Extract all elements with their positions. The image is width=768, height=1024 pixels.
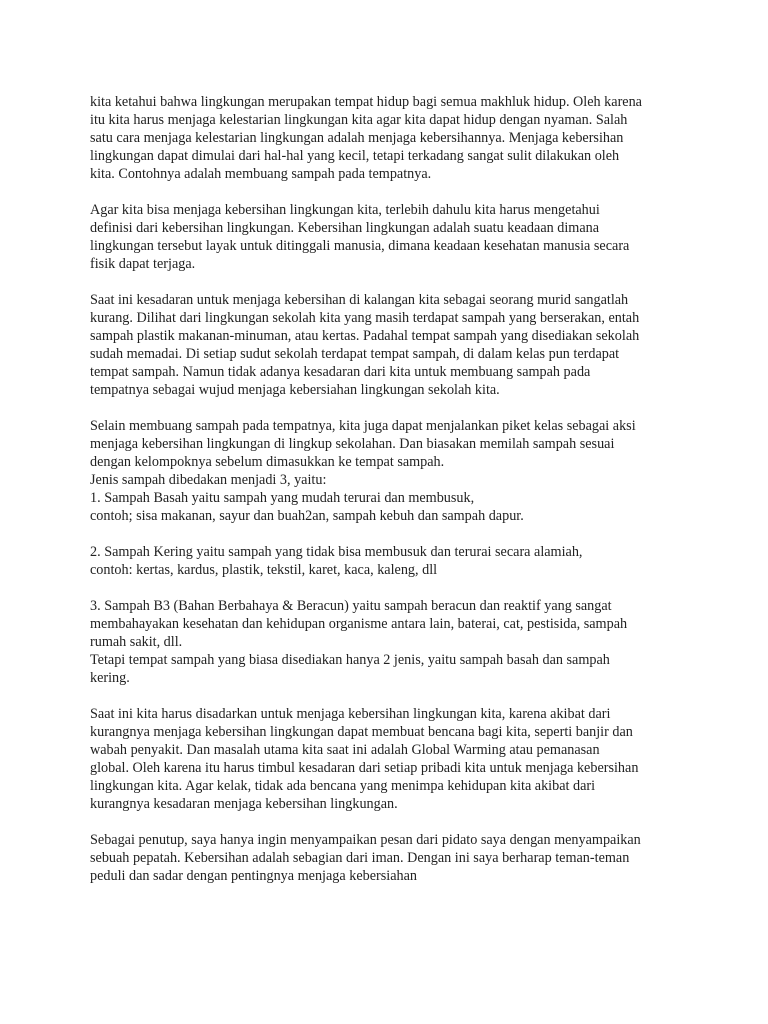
- list-item: 2. Sampah Kering yaitu sampah yang tidak bisa membusuk dan terurai secara alamiah,: [90, 544, 583, 560]
- paragraph-intro: [90, 93, 710, 183]
- text-line: peduli dan sadar dengan pentingnya menjaga kebersiahan: [90, 868, 417, 884]
- text-line: dengan kelompoknya sebelum dimasukkan ke tempat sampah.: [90, 454, 445, 470]
- text-line: Tetapi tempat sampah yang biasa disediakan hanya 2 jenis, yaitu sampah basah dan sampah: [90, 652, 610, 668]
- text-line: wabah penyakit. Dan masalah utama kita saat ini adalah Global Warming atau pemanasan: [90, 742, 600, 758]
- text-line: rumah sakit, dll.: [90, 634, 183, 650]
- text-line: lingkungan dapat dimulai dari hal-hal yang kecil, tetapi terkadang sangat sulit dilakukan oleh: [90, 148, 620, 164]
- text-line: kurangnya kesadaran menjaga kebersihan lingkungan.: [90, 796, 398, 812]
- text-line: kurangnya menjaga kebersihan lingkungan dapat membuat bencana bagi kita, seperti banjir dan: [90, 724, 633, 740]
- text-line: kita. Contohnya adalah membuang sampah pada tempatnya.: [90, 166, 432, 182]
- text-line: sampah plastik makanan-minuman, atau kertas. Padahal tempat sampah yang disediakan sekolah: [90, 328, 640, 344]
- text-line: sebuah pepatah. Kebersihan adalah sebagian dari iman. Dengan ini saya berharap teman-teman: [90, 850, 630, 866]
- text-line: lingkungan tersebut layak untuk ditinggali manusia, dimana keadaan kesehatan manusia secara: [90, 238, 630, 254]
- text-line: sudah memadai. Di setiap sudut sekolah terdapat tempat sampah, di dalam kelas pun terdapat: [90, 346, 620, 362]
- text-line: tempat sampah. Namun tidak adanya kesadaran dari kita untuk membuang sampah pada: [90, 364, 591, 380]
- paragraph-closing: [90, 831, 710, 885]
- text-line: Saat ini kesadaran untuk menjaga kebersihan di kalangan kita sebagai seorang murid sangatlah: [90, 292, 629, 308]
- text-line: Agar kita bisa menjaga kebersihan lingkungan kita, terlebih dahulu kita harus mengetahui: [90, 202, 600, 218]
- text-line: membahayakan kesehatan dan kehidupan organisme antara lain, baterai, cat, pestisida, sampah: [90, 616, 628, 632]
- list-item: 3. Sampah B3 (Bahan Berbahaya & Beracun) yaitu sampah beracun dan reaktif yang sangat: [90, 598, 612, 614]
- text-line: kurang. Dilihat dari lingkungan sekolah kita yang masih terdapat sampah yang berserakan, entah: [90, 310, 640, 326]
- text-line: Jenis sampah dibedakan menjadi 3, yaitu:: [90, 472, 327, 488]
- paragraph-definition: [90, 201, 710, 273]
- text-line: kering.: [90, 670, 130, 686]
- text-line: definisi dari kebersihan lingkungan. Kebersihan lingkungan adalah suatu keadaan dimana: [90, 220, 600, 236]
- document-page: [90, 93, 710, 903]
- paragraph-waste-types: [90, 417, 710, 525]
- text-line: global. Oleh karena itu harus timbul kesadaran dari setiap pribadi kita untuk menjaga kebersihan: [90, 760, 639, 776]
- paragraph-b3-waste: [90, 597, 710, 687]
- text-line: Saat ini kita harus disadarkan untuk menjaga kebersihan lingkungan kita, karena akibat dari: [90, 706, 611, 722]
- text-line: contoh: kertas, kardus, plastik, tekstil, karet, kaca, kaleng, dll: [90, 562, 438, 578]
- text-line: Sebagai penutup, saya hanya ingin menyampaikan pesan dari pidato saya dengan menyampaikan: [90, 832, 641, 848]
- list-item: 1. Sampah Basah yaitu sampah yang mudah terurai dan membusuk,: [90, 490, 475, 506]
- text-line: satu cara menjaga kelestarian lingkungan adalah menjaga kebersihannya. Menjaga kebersihan: [90, 130, 624, 146]
- text-line: tempatnya sebagai wujud menjaga kebersiahan lingkungan sekolah kita.: [90, 382, 500, 398]
- text-line: kita ketahui bahwa lingkungan merupakan tempat hidup bagi semua makhluk hidup. Oleh karena: [90, 94, 642, 110]
- text-line: itu kita harus menjaga kelestarian lingkungan kita agar kita dapat hidup dengan nyaman. Salah: [90, 112, 628, 128]
- text-line: Selain membuang sampah pada tempatnya, kita juga dapat menjalankan piket kelas sebagai aksi: [90, 418, 636, 434]
- paragraph-consequences: [90, 705, 710, 813]
- text-line: fisik dapat terjaga.: [90, 256, 196, 272]
- paragraph-dry-waste: [90, 543, 710, 579]
- paragraph-awareness: [90, 291, 710, 399]
- text-line: menjaga kebersihan lingkungan di lingkup sekolahan. Dan biasakan memilah sampah sesuai: [90, 436, 615, 452]
- text-line: contoh; sisa makanan, sayur dan buah2an, sampah kebuh dan sampah dapur.: [90, 508, 524, 524]
- text-line: lingkungan kita. Agar kelak, tidak ada bencana yang menimpa kehidupan kita akibat dari: [90, 778, 596, 794]
